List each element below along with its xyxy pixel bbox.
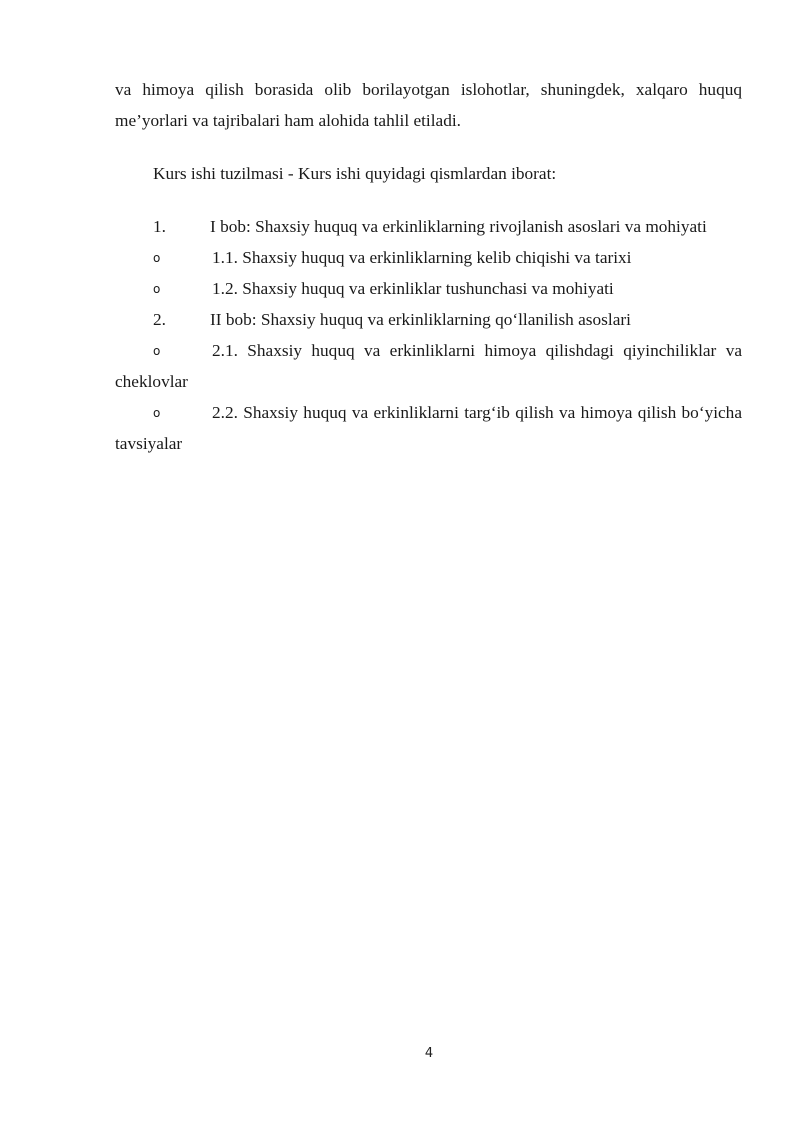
outline-marker: 2. (153, 310, 166, 329)
page-content (115, 74, 742, 459)
outline-item-section-1-1 (115, 242, 742, 273)
intro-paragraph: va himoya qilish borasida olib borilayotgan islohotlar, shuningdek, xalqaro huquq me’yorlari va tajribalari ham alohida tahlil etiladi. (115, 80, 742, 130)
outline-item-section-2-1 (115, 335, 742, 397)
bullet-marker: o (153, 344, 161, 358)
outline-text: 2.1. Shaxsiy huquq va erkinliklarni himoya qilishdagi qiyinchiliklar va cheklovlar (115, 341, 742, 391)
outline-text: 1.1. Shaxsiy huquq va erkinliklarning kelib chiqishi va tarixi (212, 248, 632, 267)
structure-paragraph: Kurs ishi tuzilmasi - Kurs ishi quyidagi qismlardan iborat: (153, 164, 557, 183)
outline-marker: 1. (153, 217, 166, 236)
outline-text: I bob: Shaxsiy huquq va erkinliklarning rivojlanish asoslari va mohiyati (210, 217, 707, 236)
bullet-marker: o (153, 406, 161, 420)
outline-text: 2.2. Shaxsiy huquq va erkinliklarni targ‘ib qilish va himoya qilish bo‘yicha tavsiyalar (115, 403, 742, 453)
outline-text: II bob: Shaxsiy huquq va erkinliklarning qo‘llanilish asoslari (210, 310, 631, 329)
outline-item-section-2-2 (115, 397, 742, 459)
outline-item-chapter-1 (115, 211, 742, 242)
outline-item-chapter-2 (115, 304, 742, 335)
page-number: 4 (424, 1046, 434, 1061)
outline-item-section-1-2 (115, 273, 742, 304)
outline-text: 1.2. Shaxsiy huquq va erkinliklar tushunchasi va mohiyati (212, 279, 614, 298)
bullet-marker: o (153, 251, 161, 265)
bullet-marker: o (153, 282, 161, 296)
